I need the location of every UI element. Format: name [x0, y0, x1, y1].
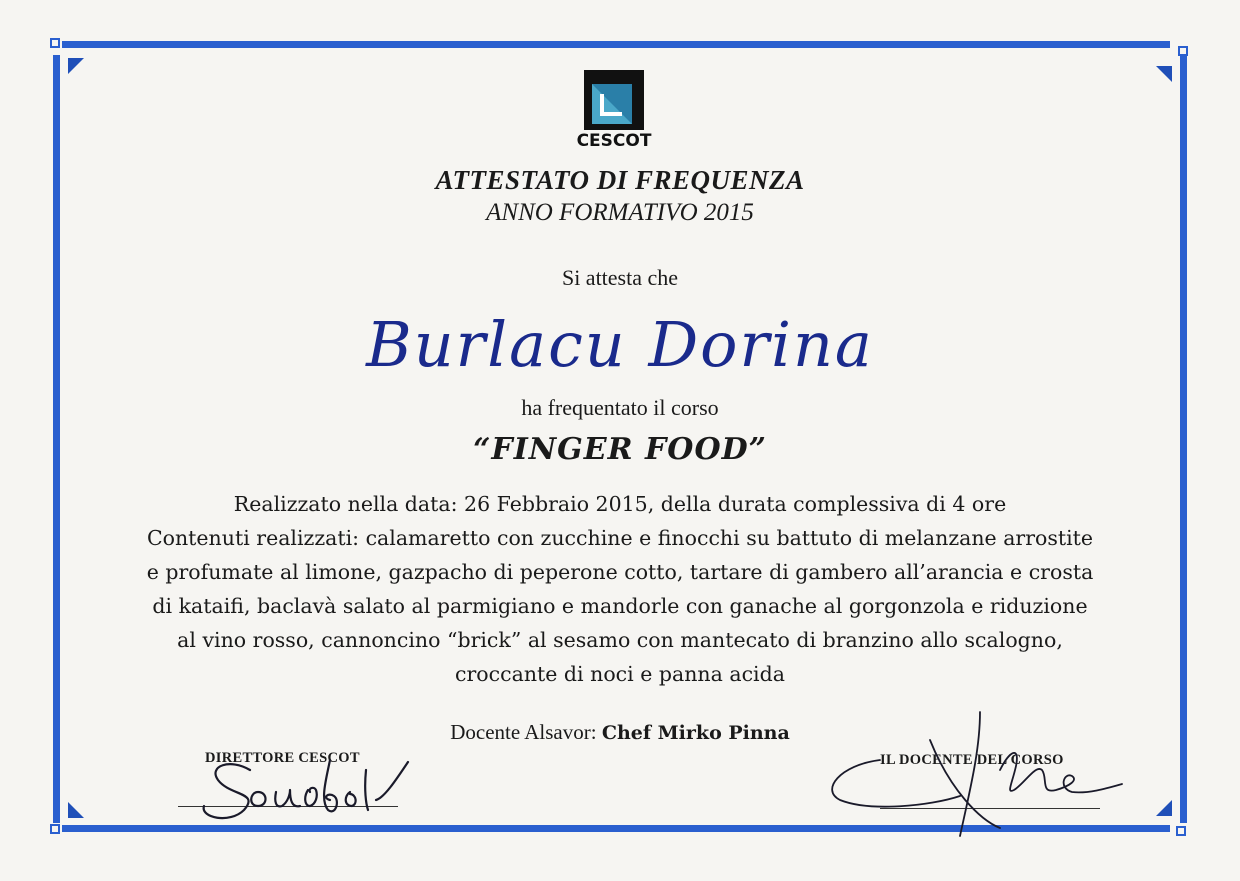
- details-line: e profumate al limone, gazpacho di peperone cotto, tartare di gambero all’arancia e crosta: [146, 560, 1094, 584]
- details-line: Contenuti realizzati: calamaretto con zucchine e finocchi su battuto di melanzane arrostite: [146, 526, 1094, 550]
- details-line: al vino rosso, cannoncino “brick” al sesamo con mantecato di branzino allo scalogno,: [177, 628, 1063, 652]
- details-line: di kataifi, baclavà salato al parmigiano e mandorle con ganache al gorgonzola e riduzione: [152, 594, 1088, 618]
- details-line: croccante di noci e panna acida: [455, 662, 785, 686]
- logo-wordmark: CESCOT: [576, 131, 652, 151]
- teacher-signature-label: IL DOCENTE DEL CORSO: [880, 752, 1064, 768]
- teacher-label: Docente Alsavor:: [450, 720, 597, 744]
- teacher-signature: [810, 710, 1140, 840]
- certificate-title: ATTESTATO DI FREQUENZA: [435, 165, 805, 195]
- teacher-name: Chef Mirko Pinna: [601, 722, 790, 744]
- director-signature: [190, 740, 430, 830]
- recipient-name: Burlacu Dorina: [366, 308, 874, 381]
- cescot-logo-icon: [584, 70, 644, 130]
- course-details: [80, 487, 1160, 691]
- course-title: “FINGER FOOD”: [473, 432, 767, 467]
- attended-text: ha frequentato il corso: [521, 395, 719, 420]
- details-line: Realizzato nella data: 26 Febbraio 2015, della durata complessiva di 4 ore: [233, 492, 1007, 516]
- certificate-subtitle: ANNO FORMATIVO 2015: [486, 199, 754, 226]
- director-signature-label: DIRETTORE CESCOT: [205, 750, 360, 766]
- intro-text: Si attesta che: [561, 265, 679, 290]
